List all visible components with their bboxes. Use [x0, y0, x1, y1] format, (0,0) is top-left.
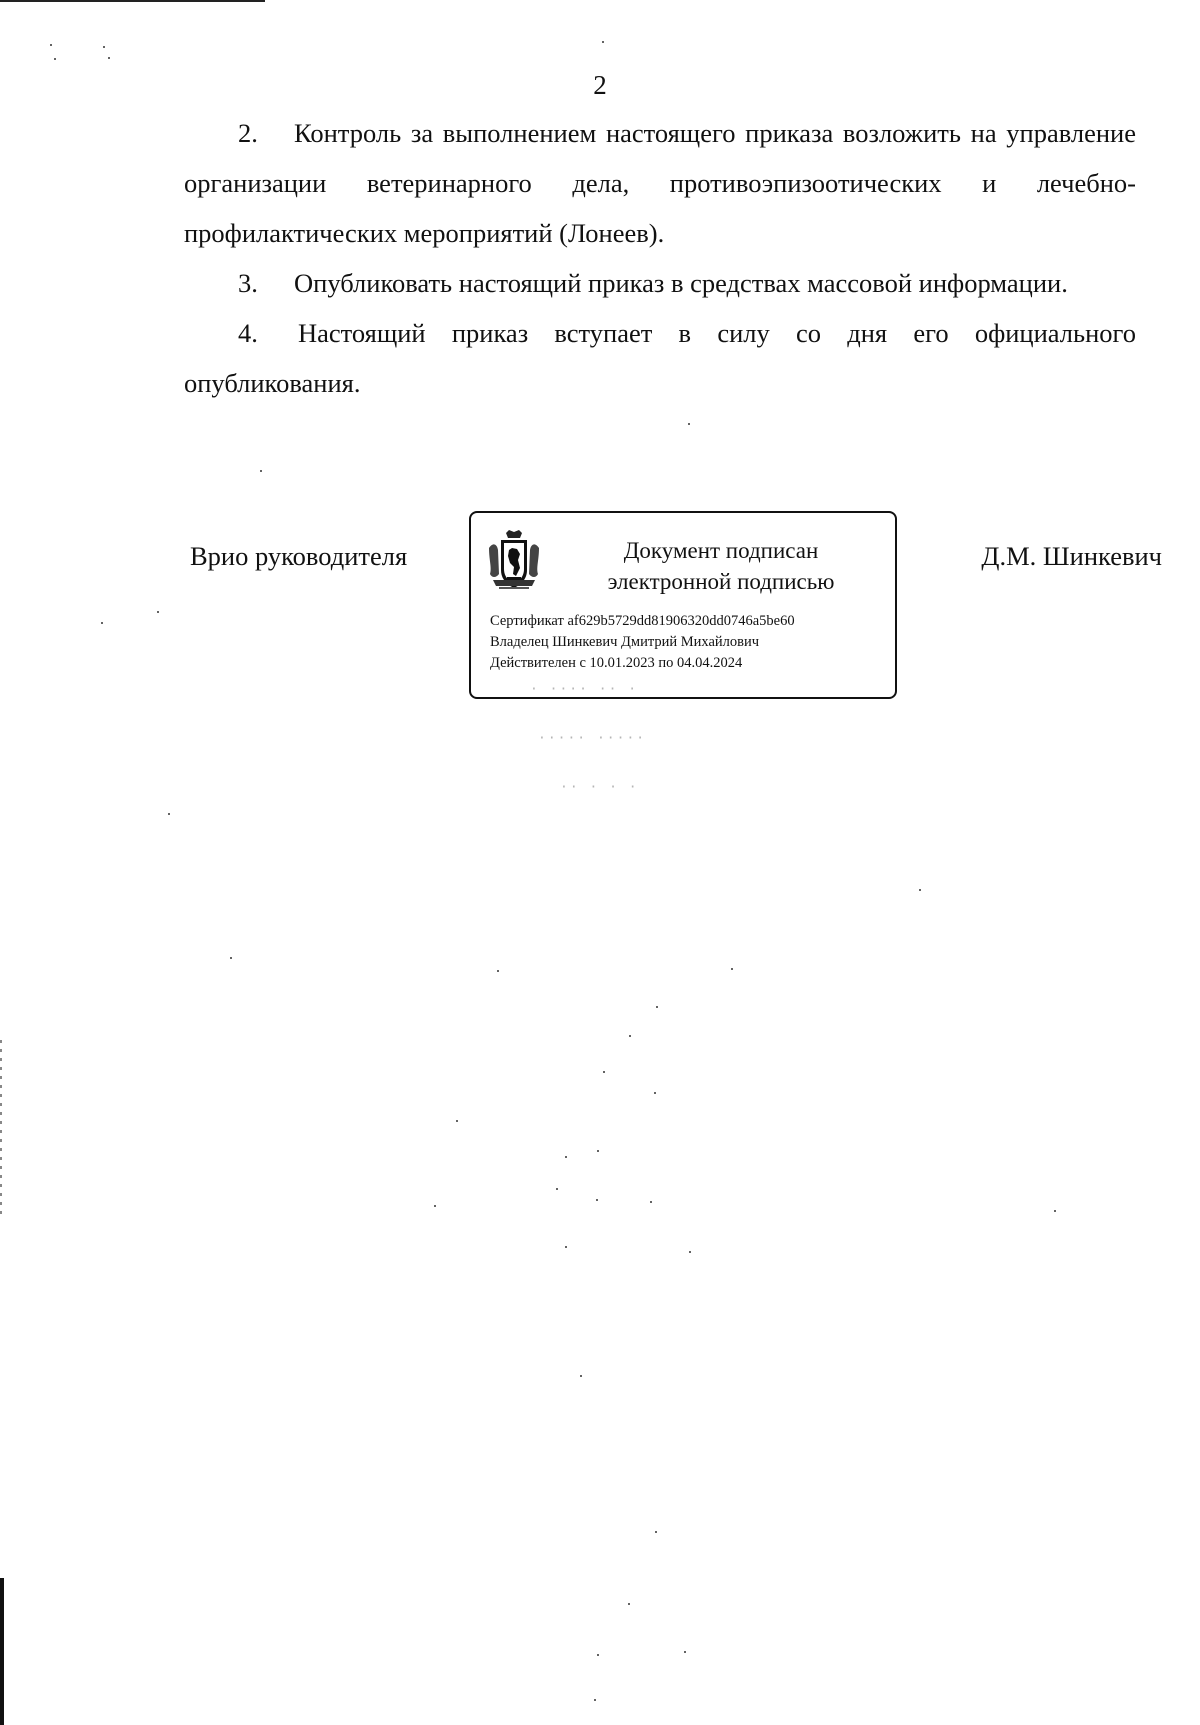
- scan-speck: [597, 1150, 599, 1152]
- scan-speck: [101, 622, 103, 624]
- scan-speck: [629, 1035, 631, 1037]
- scan-bleed-through: ·· · · ·: [560, 780, 639, 795]
- paragraph-number: 3.: [238, 268, 258, 298]
- scan-speck: [603, 1071, 605, 1073]
- scan-speck: [260, 470, 262, 472]
- scan-speck: [650, 1201, 652, 1203]
- scan-speck: [655, 1531, 657, 1533]
- scan-speck: [689, 1251, 691, 1253]
- scan-speck: [565, 1246, 567, 1248]
- stamp-owner: Владелец Шинкевич Дмитрий Михайлович: [490, 634, 760, 650]
- stamp-certificate: Сертификат af629b5729dd81906320dd0746a5be60: [490, 613, 795, 629]
- paragraph-text: Контроль за выполнением настоящего приказа возложить на управление организации ветеринарного дела, противоэпизоотических и лечебно-профилактических мероприятий (Лонеев).: [184, 118, 1136, 248]
- scan-bleed-through: ····· ·····: [538, 731, 647, 746]
- paragraph-text: Опубликовать настоящий приказ в средствах массовой информации.: [294, 268, 1068, 298]
- stamp-header-line1: Документ подписан: [623, 538, 819, 563]
- scan-speck: [456, 1120, 458, 1122]
- scan-speck: [594, 1699, 596, 1701]
- scan-speck: [919, 889, 921, 891]
- coat-of-arms-icon: [487, 530, 541, 592]
- paragraph-item-2: [184, 108, 1136, 258]
- scan-speck: [602, 41, 604, 43]
- scan-speck: [628, 1603, 630, 1605]
- page-number: 2: [593, 70, 607, 100]
- scan-edge-line: [0, 0, 265, 2]
- scan-bleed-through: · ···· ·· ·: [530, 682, 639, 697]
- scan-speck: [1054, 1210, 1056, 1212]
- scan-speck: [656, 1006, 658, 1008]
- scan-speck: [50, 44, 52, 46]
- scan-speck: [597, 1654, 599, 1656]
- paragraph-number: 2.: [238, 118, 258, 148]
- stamp-header-line2: электронной подписью: [607, 569, 835, 594]
- scan-speck: [54, 58, 56, 60]
- stamp-validity: Действителен с 10.01.2023 по 04.04.2024: [490, 655, 743, 671]
- signer-name: Д.М. Шинкевич: [981, 541, 1162, 571]
- scan-speck: [230, 957, 232, 959]
- scan-speck: [556, 1188, 558, 1190]
- scan-speck: [580, 1375, 582, 1377]
- scan-speck: [684, 1651, 686, 1653]
- paragraph-item-4: [184, 308, 1136, 408]
- signer-position: Врио руководителя: [190, 541, 408, 571]
- paragraph-number: 4.: [238, 318, 258, 348]
- electronic-signature-stamp: [469, 511, 897, 699]
- scan-speck: [497, 970, 499, 972]
- scan-speck: [596, 1199, 598, 1201]
- scan-speck: [731, 968, 733, 970]
- scan-speck: [688, 423, 690, 425]
- scan-speck: [168, 813, 170, 815]
- scan-speck: [157, 611, 159, 613]
- scan-speck: [654, 1092, 656, 1094]
- scan-speck: [565, 1156, 567, 1158]
- paragraph-text: Настоящий приказ вступает в силу со дня его официального опубликования.: [184, 318, 1136, 398]
- stamp-header: [561, 535, 881, 597]
- scan-edge-shadow: [0, 1578, 4, 1725]
- scan-speck: [108, 57, 110, 59]
- scan-speck: [434, 1205, 436, 1207]
- stamp-details: [490, 611, 795, 674]
- scan-edge-dashes: [0, 1040, 2, 1220]
- scan-speck: [103, 46, 105, 48]
- paragraph-item-3: [184, 258, 1136, 308]
